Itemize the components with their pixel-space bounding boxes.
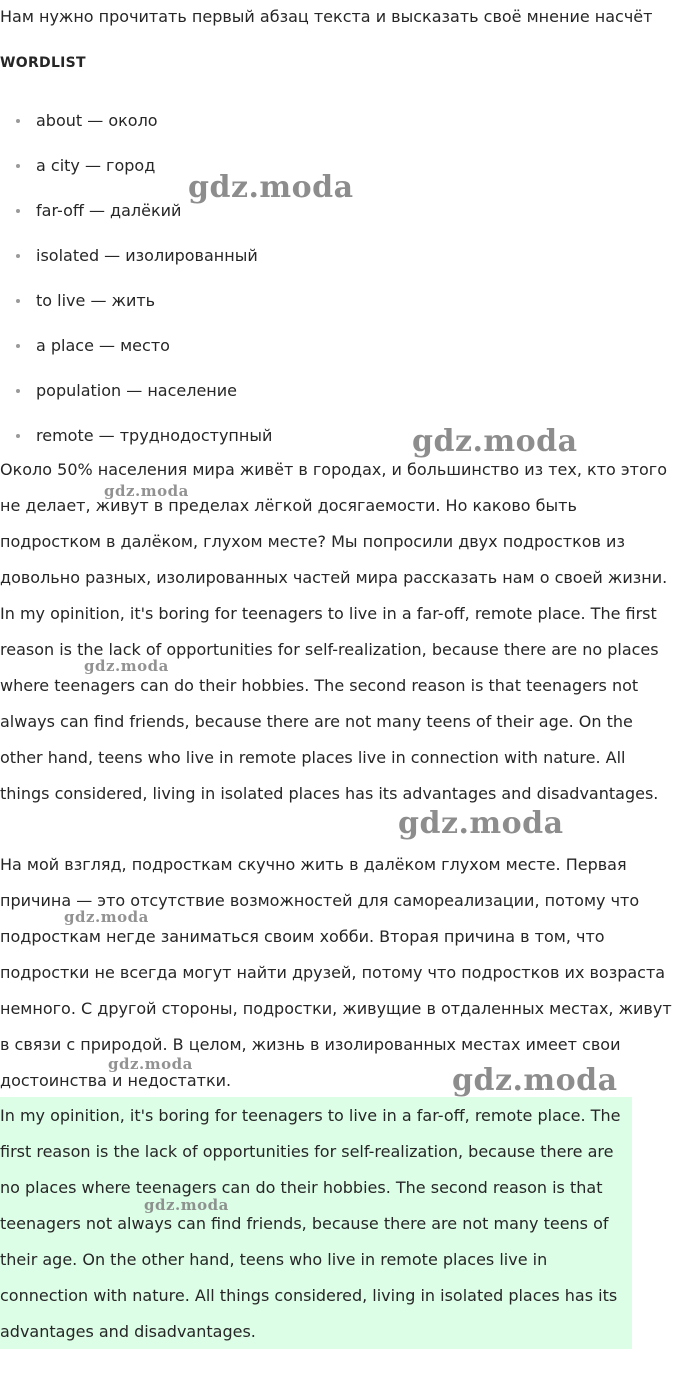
- list-item: [0, 373, 680, 418]
- list-item: [0, 328, 680, 373]
- intro-text: Нам нужно прочитать первый абзац текста и высказать своё мнение насчёт: [0, 7, 653, 26]
- word-entry: isolated — изолированный: [36, 246, 258, 265]
- bullet-icon: [16, 119, 20, 123]
- watermark-logo: gdz.moda: [84, 657, 169, 675]
- wordlist-title: WORDLIST: [0, 55, 86, 71]
- word-entry: remote — труднодоступный: [36, 426, 273, 445]
- word-entry: population — население: [36, 381, 237, 400]
- list-item: [0, 238, 680, 283]
- list-item: [0, 283, 680, 328]
- bullet-icon: [16, 164, 20, 168]
- word-entry: a place — место: [36, 336, 170, 355]
- list-item: [0, 103, 680, 148]
- bullet-icon: [16, 209, 20, 213]
- word-entry: about — около: [36, 111, 158, 130]
- list-item: [0, 148, 680, 193]
- watermark-logo: gdz.moda: [108, 1055, 193, 1073]
- russian-opinion-paragraph: На мой взгляд, подросткам скучно жить в далёком глухом месте. Первая причина — это отсутствие возможностей для самореализации, потому что подросткам негде заниматься своим хобби. Вторая причина в том, что подростки не всегда могут найти друзей, потому что подростков их возраста немного. С другой стороны, подростки, живущие в отдаленных местах, живут в связи с природой. В целом, жизнь в изолированных местах имеет свои достоинства и недостатки.: [0, 855, 672, 1090]
- bullet-icon: [16, 434, 20, 438]
- bullet-icon: [16, 299, 20, 303]
- wordlist: [0, 103, 680, 463]
- watermark-logo: gdz.moda: [64, 908, 149, 926]
- bullet-icon: [16, 254, 20, 258]
- russian-intro-paragraph: Около 50% населения мира живёт в городах, и большинство из тех, кто этого не делает, живут в пределах лёгкой досягаемости. Но каково быть подростком в далёком, глухом месте? Мы попросили двух подростков из довольно разных, изолированных частей мира рассказать нам о своей жизни.: [0, 460, 668, 587]
- watermark-logo: gdz.moda: [144, 1196, 229, 1214]
- list-item: [0, 193, 680, 238]
- watermark-logo: gdz.moda: [104, 482, 189, 500]
- watermark-logo: gdz.moda: [452, 1063, 618, 1098]
- watermark-logo: gdz.moda: [188, 170, 354, 205]
- watermark-logo: gdz.moda: [412, 424, 578, 459]
- english-opinion-paragraph: In my opinition, it's boring for teenagers to live in a far-off, remote place. The first reason is the lack of opportunities for self-realization, because there are no places where teenagers can do their hobbies. The second reason is that teenagers not always can find friends, because there are not many teens of their age. On the other hand, teens who live in remote places live in connection with nature. All things considered, living in isolated places has its advantages and disadvantages.: [0, 604, 659, 803]
- word-entry: a city — город: [36, 156, 156, 175]
- highlighted-answer-paragraph: In my opinition, it's boring for teenagers to live in a far-off, remote place. The first reason is the lack of opportunities for self-realization, because there are no places where teenagers can do their hobbies. The second reason is that teenagers not always can find friends, because there are not many teens of their age. On the other hand, teens who live in remote places live in connection with nature. All things considered, living in isolated places has its advantages and disadvantages.: [0, 1106, 621, 1341]
- word-entry: to live — жить: [36, 291, 156, 310]
- bullet-icon: [16, 344, 20, 348]
- watermark-logo: gdz.moda: [398, 806, 564, 841]
- bullet-icon: [16, 389, 20, 393]
- word-entry: far-off — далёкий: [36, 201, 182, 220]
